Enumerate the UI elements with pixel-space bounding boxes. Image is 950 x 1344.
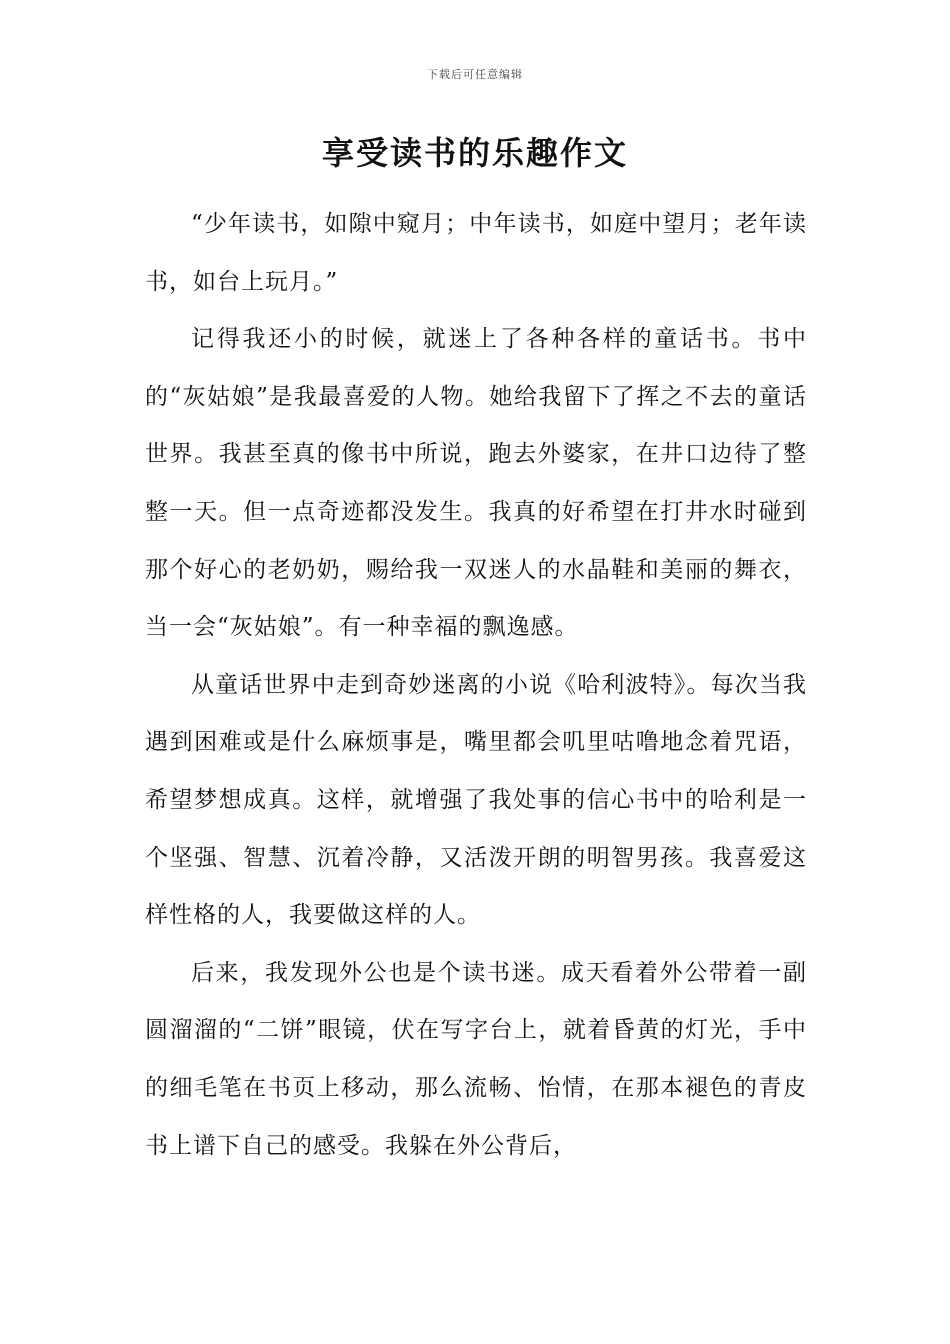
paragraph-quote: “少年读书，如隙中窥月；中年读书，如庭中望月；老年读书，如台上玩月。” <box>145 211 807 295</box>
header-note: 下载后可任意编辑 <box>427 68 523 81</box>
document-body <box>145 196 807 1175</box>
paragraph-harry-potter: 从童话世界中走到奇妙迷离的小说《哈利波特》。每次当我遇到困难或是什么麻烦事是，嘴里都会叽里咕噜地念着咒语，希望梦想成真。这样，就增强了我处事的信心书中的哈利是一个坚强、智慧、沉着冷静，又活泼开朗的明智男孩。我喜爱这样性格的人，我要做这样的人。 <box>145 671 807 929</box>
paragraph-fairy-tales: 记得我还小的时候，就迷上了各种各样的童话书。书中的“灰姑娘”是我最喜爱的人物。她给我留下了挥之不去的童话世界。我甚至真的像书中所说，跑去外婆家，在井口边待了整整一天。但一点奇迹都没发生。我真的好希望在打井水时碰到那个好心的老奶奶，赐给我一双迷人的水晶鞋和美丽的舞衣，当一会“灰姑娘”。有一种幸福的飘逸感。 <box>145 326 807 641</box>
document-title: 享受读书的乐趣作文 <box>321 134 628 172</box>
paragraph-grandfather: 后来，我发现外公也是个读书迷。成天看着外公带着一副圆溜溜的“二饼”眼镜，伏在写字台上，就着昏黄的灯光，手中的细毛笔在书页上移动，那么流畅、怡情，在那本褪色的青皮书上谱下自己的感受。我躲在外公背后， <box>145 959 807 1159</box>
